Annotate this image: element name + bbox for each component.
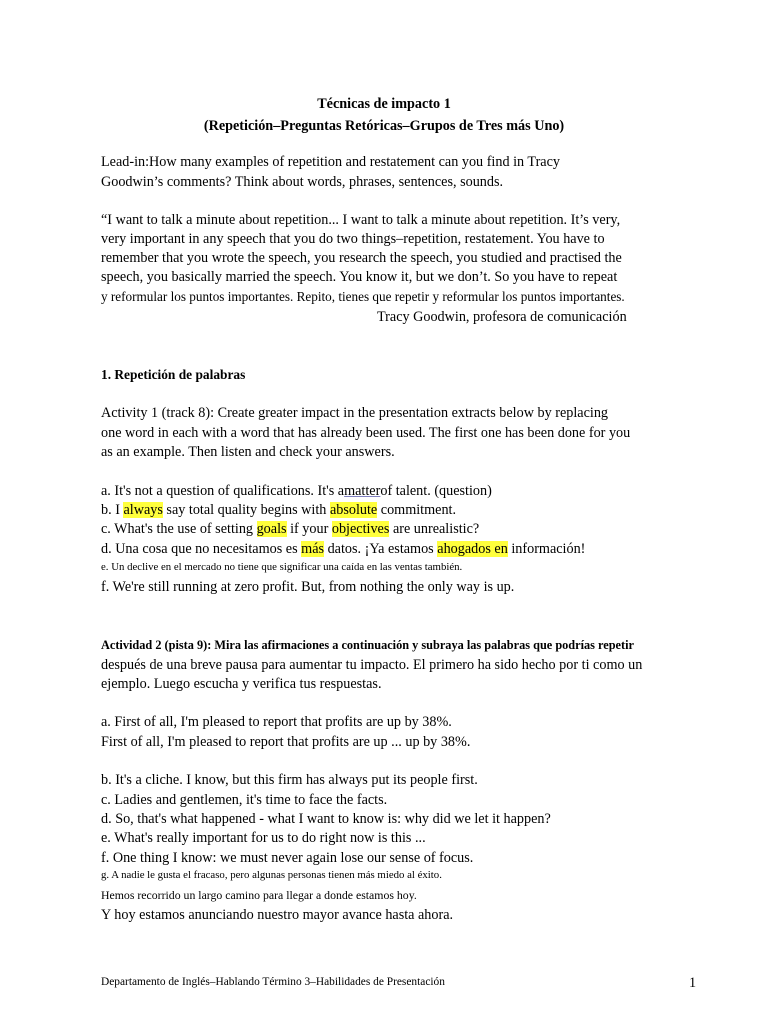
- activity1-item-e: e. Un declive en el mercado no tiene que significar una caída en las ventas también.: [101, 561, 463, 573]
- lead-in-line-2: Goodwin’s comments? Think about words, phrases, sentences, sounds.: [101, 174, 504, 190]
- activity2-heading: Actividad 2 (pista 9): Mira las afirmaciones a continuación y subraya las palabras que podrías repetir: [101, 638, 634, 652]
- quote-line-2: very important in any speech that you do two things–repetition, restatement. You have to: [101, 231, 605, 247]
- page-subtitle: (Repetición–Preguntas Retóricas–Grupos de Tres más Uno): [203, 118, 565, 134]
- page-footer: Departamento de Inglés–Hablando Término 3–Habilidades de Presentación: [101, 976, 445, 988]
- item-d-text-end: información!: [507, 541, 586, 557]
- item-a-answer: of talent. (question): [380, 483, 492, 499]
- quote-line-3: remember that you wrote the speech, you research the speech, you studied and practised the: [101, 250, 622, 266]
- item-b-text-mid: say total quality begins with: [162, 502, 330, 518]
- quote-line-5: y reformular los puntos importantes. Repito, tienes que repetir y reformular los puntos importantes.: [101, 289, 625, 304]
- item-b-text-end: commitment.: [377, 502, 457, 518]
- activity2-item-a: a. First of all, I'm pleased to report that profits are up by 38%.: [101, 714, 452, 730]
- activity1-item-c: [101, 520, 479, 538]
- activity1-intro-line-1: Activity 1 (track 8): Create greater impact in the presentation extracts below by replacing: [101, 405, 609, 421]
- quote-line-1: “I want to talk a minute about repetition... I want to talk a minute about repetition. It’s very,: [101, 212, 621, 228]
- section-heading-repetition: 1. Repetición de palabras: [101, 367, 246, 382]
- activity2-item-c: c. Ladies and gentlemen, it's time to face the facts.: [101, 792, 388, 808]
- item-c-text: c. What's the use of setting: [101, 521, 257, 537]
- activity1-item-b: [101, 501, 456, 519]
- activity2-intro-line-2: ejemplo. Luego escucha y verifica tus respuestas.: [101, 676, 382, 692]
- activity1-intro-line-3: as an example. Then listen and check your answers.: [101, 444, 395, 460]
- activity1-item-a: [101, 482, 492, 500]
- item-d-text: d. Una cosa que no necesitamos es: [101, 541, 302, 557]
- activity2-item-a-example: First of all, I'm pleased to report that profits are up ... up by 38%.: [101, 734, 471, 750]
- quote-author: Tracy Goodwin, profesora de comunicación: [377, 309, 627, 325]
- activity2-item-g: g. A nadie le gusta el fracaso, pero algunas personas tienen más miedo al éxito.: [101, 869, 442, 881]
- activity2-item-b: b. It's a cliche. I know, but this firm has always put its people first.: [101, 772, 478, 788]
- highlight-ahogados-en: ahogados en: [437, 541, 508, 557]
- highlight-always: always: [123, 502, 163, 518]
- activity2-item-h: Hemos recorrido un largo camino para llegar a donde estamos hoy.: [101, 888, 417, 902]
- item-a-text: a. It's not a question of qualifications. It's a: [101, 483, 345, 499]
- quote-line-4: speech, you basically married the speech. You know it, but we don’t. So you have to repeat: [101, 269, 618, 285]
- activity1-intro-line-2: one word in each with a word that has already been used. The first one has been done for you: [101, 425, 631, 441]
- activity1-item-d: [101, 540, 585, 558]
- item-b-text: b. I: [101, 502, 124, 518]
- item-c-text-mid: if your: [286, 521, 332, 537]
- highlight-mas: más: [301, 541, 325, 557]
- activity1-item-f: f. We're still running at zero profit. But, from nothing the only way is up.: [101, 579, 515, 595]
- activity2-item-f: f. One thing I know: we must never again lose our sense of focus.: [101, 850, 474, 866]
- page-title: Técnicas de impacto 1: [317, 96, 451, 112]
- highlight-objectives: objectives: [331, 521, 390, 537]
- lead-in-line-1: Lead-in:How many examples of repetition and restatement can you find in Tracy: [101, 154, 560, 170]
- activity2-item-d: d. So, that's what happened - what I want to know is: why did we let it happen?: [101, 811, 551, 827]
- page-number: 1: [689, 975, 697, 991]
- highlight-absolute: absolute: [329, 502, 378, 518]
- activity2-intro-line-1: después de una breve pausa para aumentar tu impacto. El primero ha sido hecho por ti como un: [101, 657, 643, 673]
- item-c-text-end: are unrealistic?: [389, 521, 480, 537]
- highlight-goals: goals: [256, 521, 287, 537]
- activity2-item-i: Y hoy estamos anunciando nuestro mayor avance hasta ahora.: [101, 907, 454, 923]
- item-a-underlined: matter: [344, 483, 381, 499]
- item-d-text-mid: datos. ¡Ya estamos: [324, 541, 438, 557]
- activity2-item-e: e. What's really important for us to do right now is this ...: [101, 830, 426, 846]
